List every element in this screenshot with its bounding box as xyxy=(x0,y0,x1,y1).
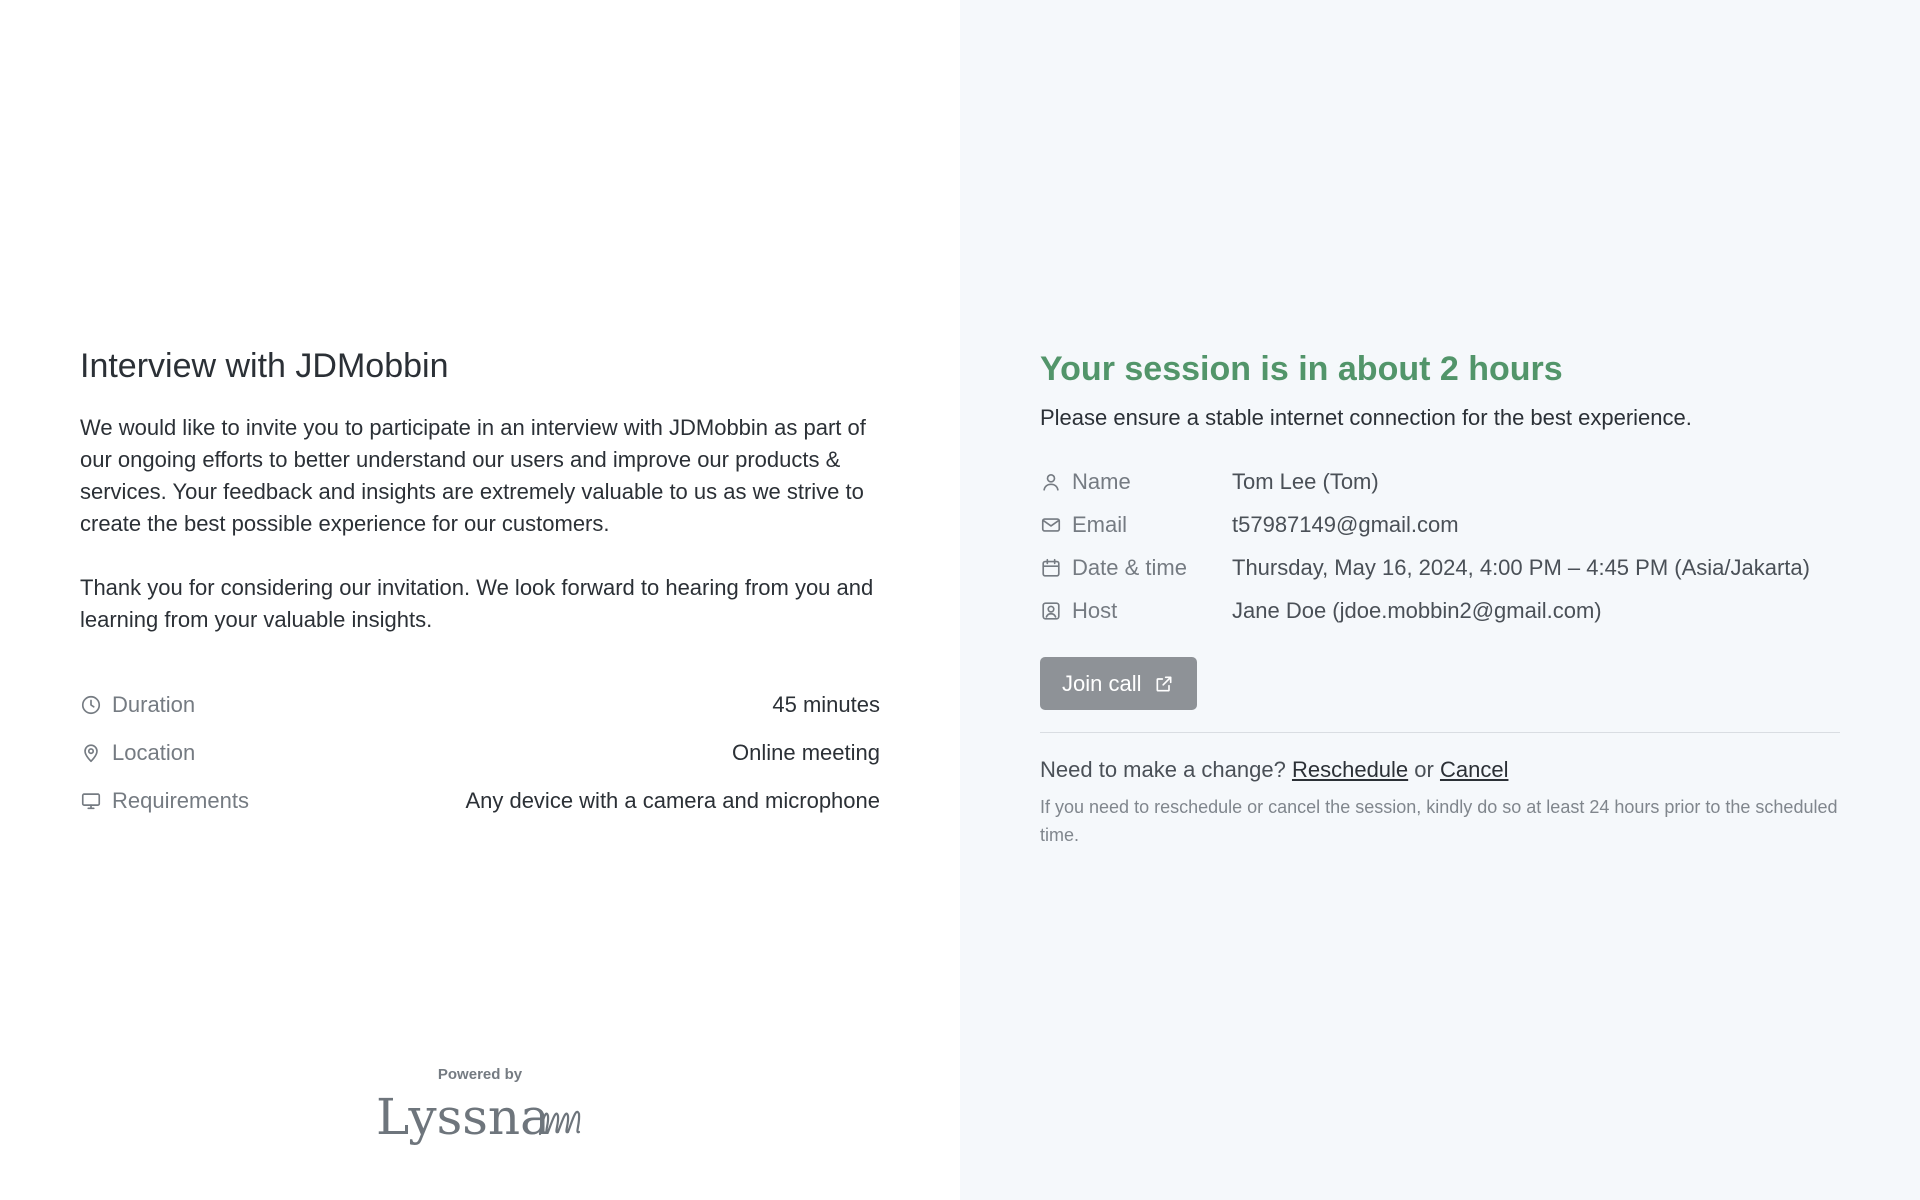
detail-key xyxy=(80,740,195,766)
info-value: t57987149@gmail.com xyxy=(1232,511,1459,537)
logo-wordmark: Lyssna xyxy=(376,1088,550,1146)
detail-row-location xyxy=(80,729,880,777)
cancel-link[interactable]: Cancel xyxy=(1439,757,1509,782)
external-link-icon xyxy=(1153,673,1175,695)
calendar-icon xyxy=(1040,557,1062,579)
info-row-host xyxy=(1040,589,1860,632)
detail-row-requirements xyxy=(80,777,880,825)
detail-label: Duration xyxy=(112,692,196,717)
detail-key xyxy=(80,692,195,718)
powered-by-label: Powered by xyxy=(437,1066,523,1083)
info-value: Thursday, May 16, 2024, 4:00 PM – 4:45 PM (Asia/Jakarta) xyxy=(1232,554,1810,580)
info-value: Jane Doe (jdoe.mobbin2@gmail.com) xyxy=(1232,597,1602,623)
info-value: Tom Lee (Tom) xyxy=(1232,468,1379,494)
info-key xyxy=(1040,469,1232,495)
info-label: Date & time xyxy=(1072,554,1187,580)
join-call-label: Join call xyxy=(1062,670,1142,696)
detail-label: Requirements xyxy=(112,788,249,813)
info-key xyxy=(1040,555,1232,581)
divider xyxy=(1040,732,1840,733)
study-description-paragraph: We would like to invite you to participate in an interview with JDMobbin as part of our ongoing efforts to better understand our users and improve our products & services. Your feedback and insights are extremely valuable to us as we strive to create the best possible experience for our customers. xyxy=(80,415,866,536)
info-label: Email xyxy=(1072,511,1128,537)
study-description-paragraph: Thank you for considering our invitation. We look forward to hearing from you and learning from your valuable insights. xyxy=(80,575,874,632)
info-label: Host xyxy=(1072,597,1118,623)
mail-icon xyxy=(1040,514,1062,536)
info-row-name xyxy=(1040,460,1860,503)
study-title: Interview with JDMobbin xyxy=(80,347,449,385)
reschedule-policy-note: If you need to reschedule or cancel the session, kindly do so at least 24 hours prior to the scheduled time. xyxy=(1040,797,1838,845)
reschedule-link[interactable]: Reschedule xyxy=(1291,757,1409,782)
host-badge-icon xyxy=(1040,600,1062,622)
detail-value: Any device with a camera and microphone xyxy=(465,788,880,813)
detail-label: Location xyxy=(112,740,196,765)
or-text: or xyxy=(1414,757,1434,782)
detail-value: 45 minutes xyxy=(772,692,880,717)
join-call-button[interactable] xyxy=(1040,657,1197,710)
study-description xyxy=(80,412,890,636)
change-prompt-text: Need to make a change? xyxy=(1040,757,1286,782)
info-row-email xyxy=(1040,503,1860,546)
change-prompt xyxy=(1040,757,1508,783)
detail-row-duration xyxy=(80,681,880,729)
user-icon xyxy=(1040,471,1062,493)
detail-value: Online meeting xyxy=(732,740,880,765)
location-pin-icon xyxy=(80,742,102,764)
session-status-title: Your session is in about 2 hours xyxy=(1040,350,1563,388)
detail-key xyxy=(80,788,249,814)
monitor-icon xyxy=(80,790,102,812)
clock-icon xyxy=(80,694,102,716)
study-details xyxy=(80,681,880,825)
lyssna-logo[interactable] xyxy=(372,1082,588,1148)
session-subtitle: Please ensure a stable internet connection for the best experience. xyxy=(1040,405,1692,430)
info-key xyxy=(1040,598,1232,624)
session-info xyxy=(1040,460,1860,632)
info-label: Name xyxy=(1072,468,1131,494)
info-key xyxy=(1040,512,1232,538)
info-row-date-time xyxy=(1040,546,1860,589)
